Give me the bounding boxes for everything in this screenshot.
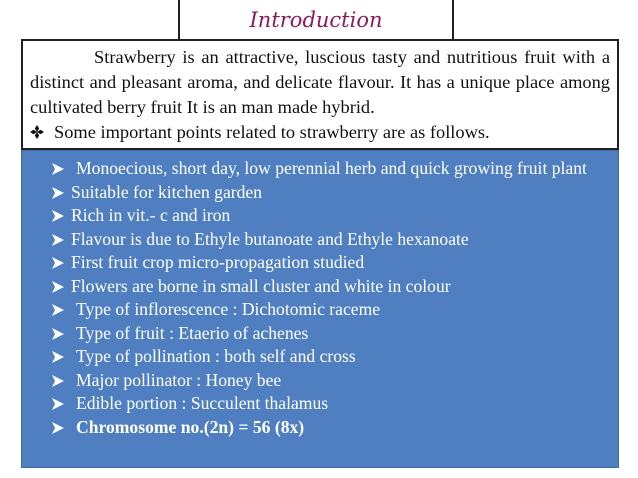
list-item-text: Flowers are borne in small cluster and white in colour [71, 275, 451, 296]
list-item [52, 416, 608, 440]
title-box [178, 0, 454, 42]
list-item [52, 298, 608, 322]
list-item [52, 251, 608, 275]
intro-bullet [30, 120, 610, 145]
arrow-bullet-icon [52, 234, 64, 246]
list-item-text: Rich in vit.- c and iron [71, 205, 231, 225]
arrow-bullet-icon [52, 163, 64, 175]
intro-bullet-text: Some important points related to strawberry are as follows. [54, 122, 490, 142]
slide-title: Introduction [249, 8, 383, 32]
list-item-text: Type of pollination : both self and cross [76, 346, 356, 366]
list-item [52, 204, 608, 228]
list-item-text: Suitable for kitchen garden [71, 181, 263, 202]
list-item [52, 275, 608, 299]
list-item-text: Monoecious, short day, low perennial herb and quick growing fruit plant [76, 158, 587, 178]
list-item-text: Edible portion : Succulent thalamus [76, 393, 329, 413]
arrow-bullet-icon [52, 422, 64, 434]
list-item-text: First fruit crop micro-propagation studied [71, 252, 365, 272]
list-item-text: Major pollinator : Honey bee [76, 369, 282, 390]
points-panel [21, 150, 619, 468]
arrow-bullet-icon [52, 328, 64, 340]
list-item-text: Type of inflorescence : Dichotomic raceme [76, 299, 381, 319]
arrow-bullet-icon [52, 187, 64, 199]
intro-box [21, 39, 619, 150]
list-item-text: Flavour is due to Ethyle butanoate and Ethyle hexanoate [71, 228, 469, 249]
arrow-bullet-icon [52, 281, 64, 293]
list-item [52, 345, 608, 369]
arrow-bullet-icon [52, 398, 64, 410]
list-item [52, 322, 608, 346]
arrow-bullet-icon [52, 375, 64, 387]
arrow-bullet-icon [52, 304, 64, 316]
list-item [52, 157, 608, 181]
diamond-cluster-icon [30, 125, 44, 139]
list-item-text: Chromosome no.(2n) = 56 (8x) [76, 416, 305, 437]
list-item [52, 369, 608, 393]
arrow-bullet-icon [52, 257, 64, 269]
list-item [52, 228, 608, 252]
list-item [52, 181, 608, 205]
list-item [52, 392, 608, 416]
intro-paragraph: Strawberry is an attractive, luscious tasty and nutritious fruit with a distinct and pleasant aroma, and delicate flavour. It has a unique place among cultivated berry fruit It is an man made hybrid. [30, 47, 610, 117]
arrow-bullet-icon [52, 351, 64, 363]
list-item-text: Type of fruit : Etaerio of achenes [76, 322, 309, 343]
arrow-bullet-icon [52, 210, 64, 222]
